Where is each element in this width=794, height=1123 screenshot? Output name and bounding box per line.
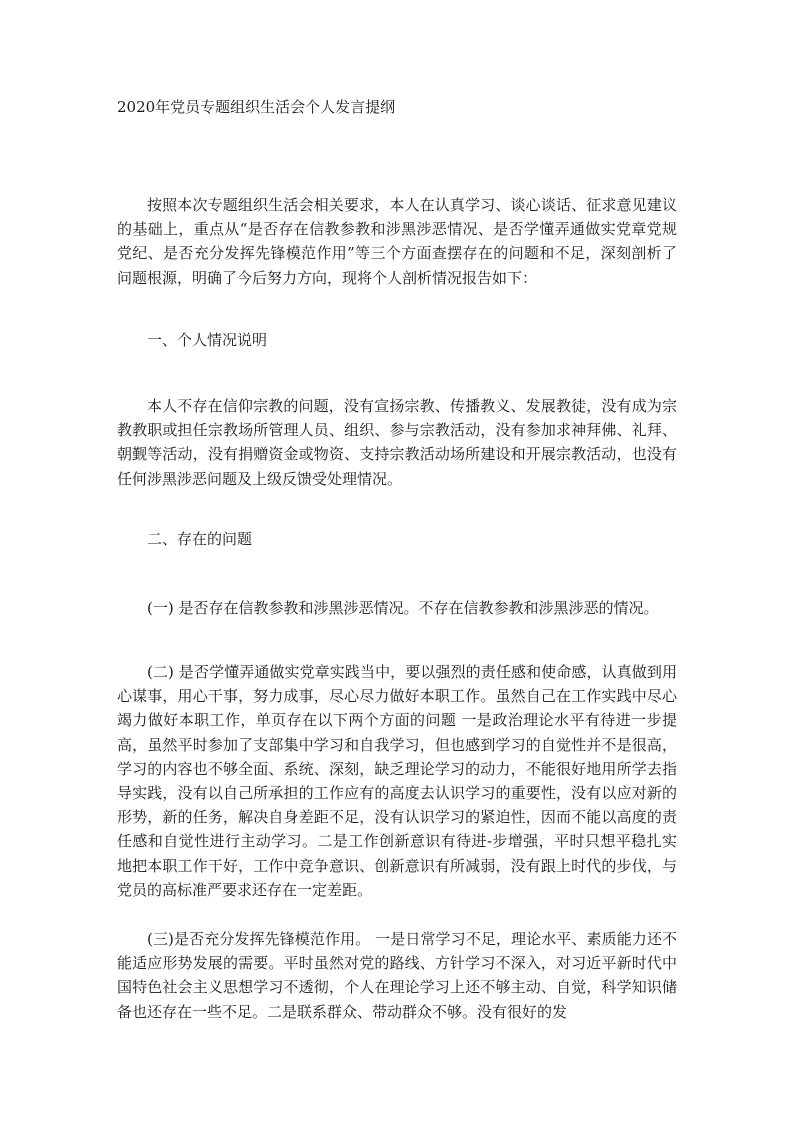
intro-paragraph: 按照本次专题组织生活会相关要求，本人在认真学习、谈心谈话、征求意见建议的基础上，重点从“是否存在信教参教和涉黑涉恶情况、是否学懂弄通做实党章党规党纪、是否充分发挥先锋模范作用”等三个方面查摆存在的问题和不足，深刻剖析了问题根源，明确了今后努力方向，现将个人剖析情况报告如下：	[117, 196, 677, 287]
section-heading-existing-problems: 二、存在的问题	[147, 530, 253, 548]
problem-item-3: (三)是否充分发挥先锋模范作用。 一是日常学习不足，理论水平、素质能力还不能适应形势发展的需要。平时虽然对党的路线、方针学习不深入，对习近平新时代中国特色社会主义思想学习不透彻，个人在理论学习上还不够主动、自觉，科学知识储备也还存在一些不足。二是联系群众、带动群众不够。没有很好的发	[117, 930, 677, 1021]
problem-item-2: (二) 是否学懂弄通做实党章实践当中，要以强烈的责任感和使命感，认真做到用心谋事，用心干事，努力成事，尽心尽力做好本职工作。虽然自己在工作实践中尽心竭力做好本职工作，单页存在以下两个方面的问题 一是政治理论水平有待进一步提高，虽然平时参加了支部集中学习和自我学习，但也感到学习的自觉性并不是很高，学习的内容也不够全面、系统、深刻，缺乏理论学习的动力，不能很好地用所学去指导实践，没有以自己所承担的工作应有的高度去认识学习的重要性，没有以应对新的形势，新的任务，解决自身差距不足，没有认识学习的紧迫性，因而不能以高度的责任感和自觉性进行主动学习。二是工作创新意识有待进-步增强，平时只想平稳扎实地把本职工作干好，工作中竞争意识、创新意识有所减弱，没有跟上时代的步伐，与党员的高标准严要求还存在一定差距。	[117, 663, 677, 899]
problem-item-1: (一) 是否存在信教参教和涉黑涉恶情况。不存在信教参教和涉黑涉恶的情况。	[147, 599, 659, 617]
personal-situation-paragraph: 本人不存在信仰宗教的问题，没有宣扬宗教、传播教义、发展教徒，没有成为宗教教职或担任宗教场所管理人员、组织、参与宗教活动，没有参加求神拜佛、礼拜、朝觐等活动，没有捐赠资金或物资、支持宗教活动场所建设和开展宗教活动，也没有任何涉黑涉恶问题及上级反馈受处理情况。	[117, 397, 677, 488]
document-title: 2020年党员专题组织生活会个人发言提纲	[117, 98, 396, 116]
section-heading-personal-situation: 一、个人情况说明	[147, 331, 268, 349]
